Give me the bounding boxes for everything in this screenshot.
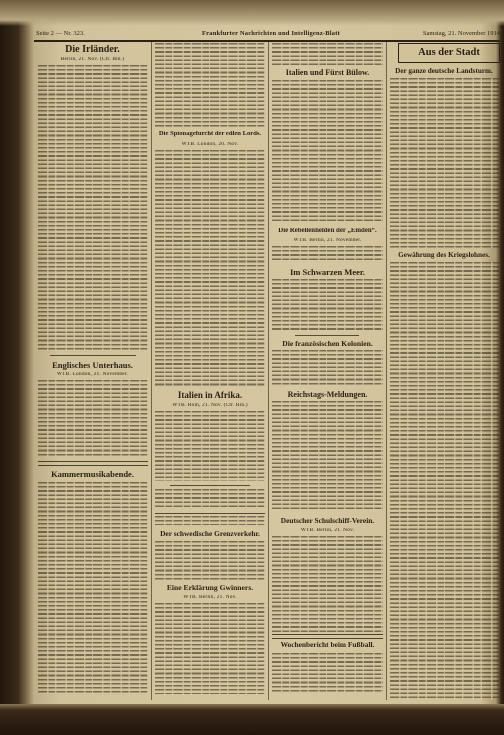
- article-body: [272, 350, 383, 385]
- article-dateline: WTB. London, 21. November.: [56, 372, 129, 377]
- article-headline: Englisches Unterhaus.: [52, 361, 133, 370]
- article-headline: Italien und Fürst Bülow.: [285, 69, 370, 77]
- page-number: Seite 2 — Nr. 323.: [36, 30, 85, 37]
- article-headline: Die Spionagefurcht der edlen Lords.: [158, 131, 262, 137]
- article-body: [155, 541, 265, 580]
- article-headline: Gewährung des Kriegslohnes.: [398, 252, 490, 259]
- column-rule: [268, 42, 269, 700]
- article-body: [272, 80, 383, 222]
- article-body: [155, 603, 265, 694]
- article-divider: [295, 335, 359, 336]
- article-body: [155, 516, 265, 525]
- article-headline: Die Irländer.: [65, 45, 120, 55]
- article-body: [155, 411, 265, 481]
- article-body: [155, 489, 265, 509]
- article-divider: [38, 461, 148, 466]
- article-body: [155, 43, 265, 127]
- column-rule: [151, 42, 152, 700]
- page-bottom-edge: [0, 704, 504, 735]
- article-dateline: WTB. Rom, 21. Nov. (Ctr. Bln.): [172, 403, 248, 408]
- masthead-rule: [34, 40, 500, 42]
- issue-date: Samstag, 21. November 1914: [422, 30, 500, 37]
- article-body: [38, 65, 148, 351]
- article-headline: Die französischen Kolonien.: [282, 340, 373, 348]
- article-body: [390, 262, 499, 700]
- article-body: [272, 653, 383, 694]
- article-body: [272, 246, 383, 262]
- article-headline: Der ganze deutsche Landsturm.: [395, 68, 493, 75]
- column-rule: [386, 42, 387, 700]
- article-divider: [272, 634, 383, 639]
- article-headline: Deutscher Schulschiff-Verein.: [280, 517, 375, 525]
- article-headline: Der schwedische Grenzverkehr.: [160, 530, 260, 538]
- article-body: [272, 43, 383, 65]
- article-divider: [170, 485, 250, 486]
- article-body: [272, 279, 383, 331]
- article-body: [38, 482, 148, 694]
- article-divider: [155, 513, 265, 514]
- article-body: [155, 150, 265, 386]
- article-headline: Kammermusikabende.: [51, 470, 134, 479]
- article-dateline: WTB. Berlin, 21. Nov.: [183, 595, 237, 600]
- article-divider: [50, 355, 136, 356]
- article-dateline: Berlin, 21. Nov. (Ctr. Bln.): [60, 57, 125, 62]
- newspaper-title: Frankfurter Nachrichten und Intelligenz-Blatt: [202, 30, 340, 37]
- article-headline: Im Schwarzen Meer.: [290, 268, 365, 277]
- page-top-edge: [0, 0, 504, 26]
- article-dateline: WTB. Berlin, 21. November.: [293, 238, 362, 243]
- section-heading: Aus der Stadt: [398, 43, 500, 63]
- article-body: [272, 536, 383, 632]
- article-body: [38, 380, 148, 458]
- article-headline: Die Rebellenhelden der „Emden“.: [278, 228, 377, 234]
- article-body: [272, 401, 383, 510]
- article-headline: Wochenbericht beim Fußball.: [280, 641, 375, 649]
- article-dateline: WTB. London, 20. Nov.: [181, 142, 239, 147]
- article-body: [390, 78, 499, 248]
- article-headline: Eine Erklärung Gwinners.: [166, 584, 254, 592]
- article-dateline: WTB. Berlin, 21. Nov.: [300, 528, 355, 533]
- article-headline: Italien in Afrika.: [177, 391, 243, 400]
- article-headline: Reichstags-Meldungen.: [287, 391, 368, 399]
- masthead: [36, 30, 500, 40]
